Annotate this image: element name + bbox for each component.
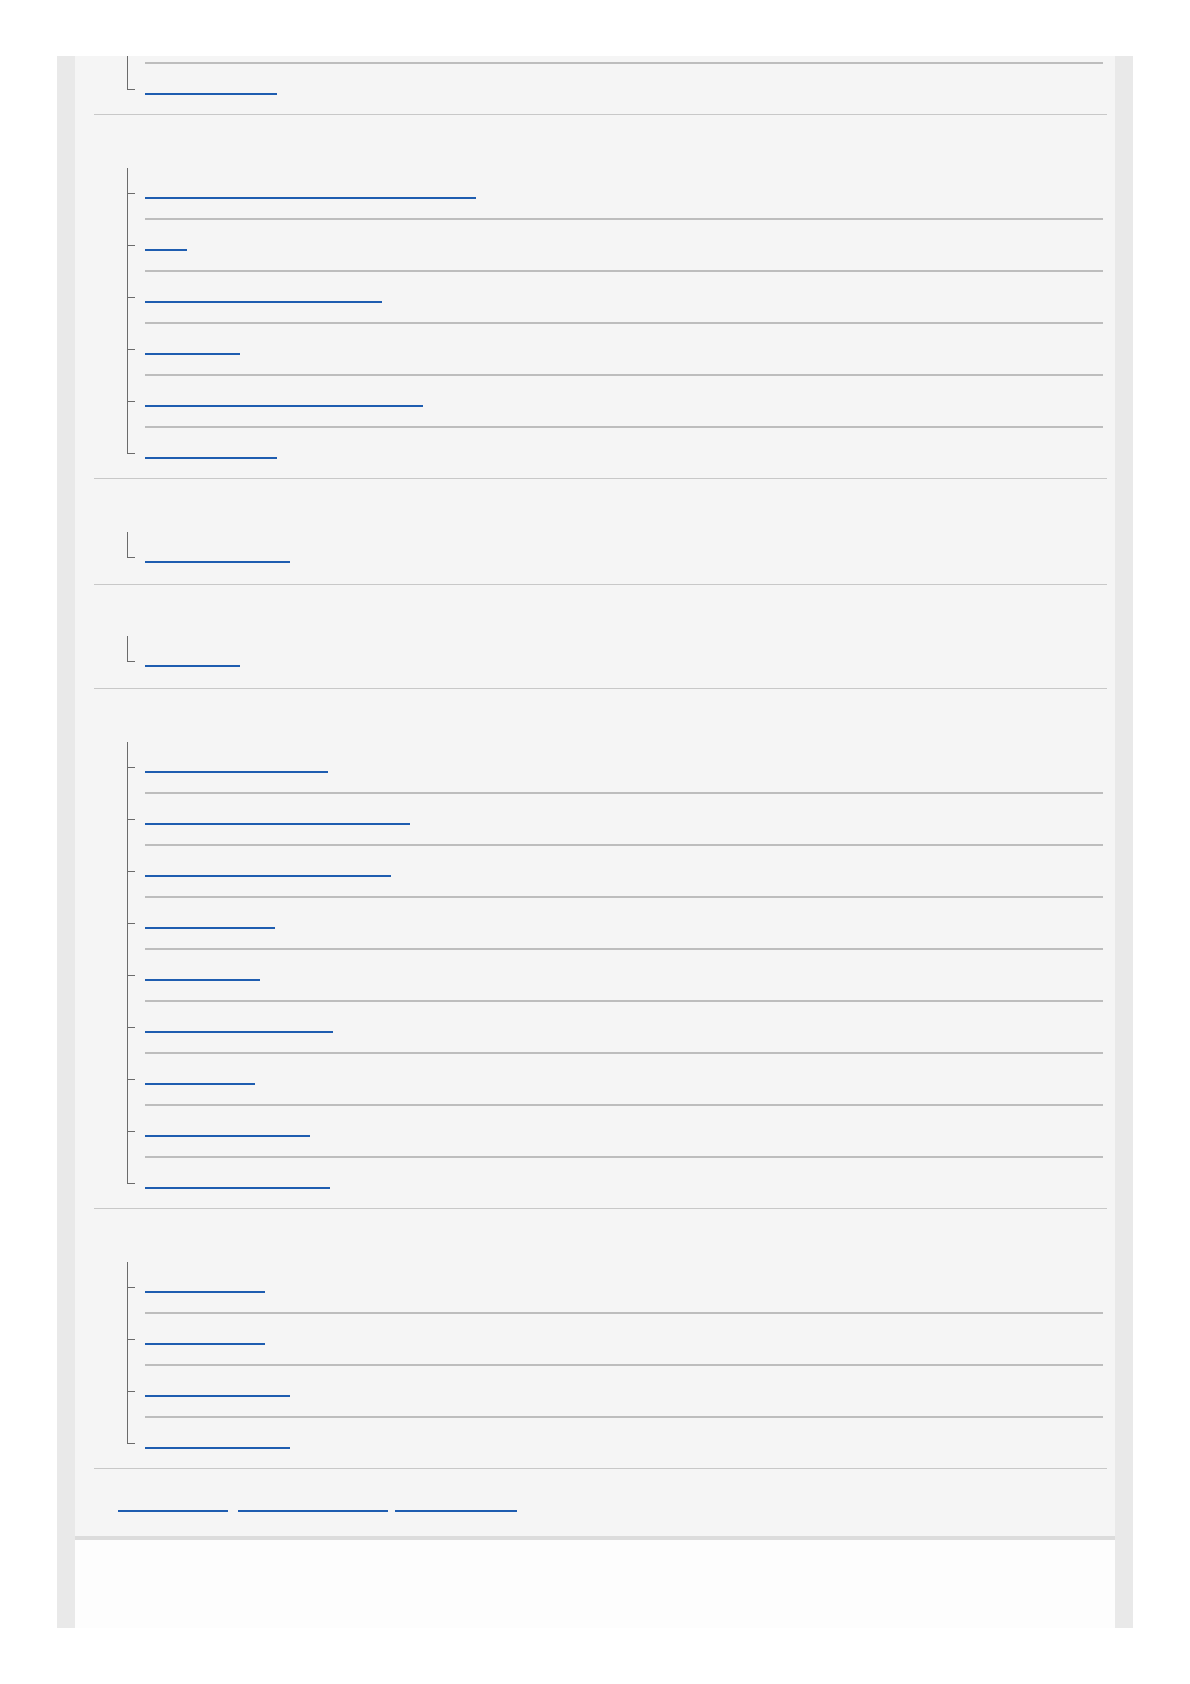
tree-tick (127, 1287, 135, 1288)
toc-item[interactable] (127, 532, 1103, 584)
tree-tick (127, 819, 135, 820)
section-separator (94, 478, 1107, 479)
toc-item[interactable] (127, 64, 1103, 116)
toc-item[interactable] (127, 1262, 1103, 1314)
toc-link-underline (145, 1031, 333, 1033)
toc-link-underline (145, 1343, 265, 1345)
toc-link-underline (145, 353, 240, 355)
toc-link-underline (145, 875, 391, 877)
toc-link-underline (145, 823, 410, 825)
toc-link-underline (145, 197, 476, 199)
toc-link-underline (145, 93, 277, 95)
tree-tick (127, 245, 135, 246)
toc-item[interactable] (127, 1366, 1103, 1418)
section-separator (94, 688, 1107, 689)
tree-corner (127, 532, 135, 558)
toc-link-underline (145, 979, 260, 981)
toc-link-underline (145, 405, 423, 407)
footer-link[interactable] (118, 1510, 228, 1512)
toc-link-underline (145, 1135, 310, 1137)
toc-link-underline (145, 301, 382, 303)
toc-item[interactable] (127, 1002, 1103, 1054)
toc-item[interactable] (127, 1054, 1103, 1106)
tree-tick (127, 767, 135, 768)
toc-item[interactable] (127, 324, 1103, 376)
toc-item[interactable] (127, 846, 1103, 898)
tree-tick (127, 193, 135, 194)
tree-corner (127, 636, 135, 662)
toc-item[interactable] (127, 376, 1103, 428)
toc-link-underline (145, 249, 187, 251)
tree-tick (127, 1391, 135, 1392)
tree-tick (127, 923, 135, 924)
toc-link-underline (145, 771, 328, 773)
toc-item[interactable] (127, 794, 1103, 846)
toc-item[interactable] (127, 428, 1103, 480)
toc-item[interactable] (127, 1418, 1103, 1470)
toc-link-underline (145, 1395, 290, 1397)
tree-corner (127, 1418, 135, 1444)
toc-item[interactable] (127, 950, 1103, 1002)
toc-item[interactable] (127, 272, 1103, 324)
toc-item[interactable] (127, 1106, 1103, 1158)
tree-tick (127, 1339, 135, 1340)
tree-tick (127, 871, 135, 872)
toc-item[interactable] (127, 742, 1103, 794)
toc-link-underline (145, 1187, 330, 1189)
tree-tick (127, 401, 135, 402)
tree-tick (127, 1079, 135, 1080)
section-separator (94, 1208, 1107, 1209)
toc-item[interactable] (127, 898, 1103, 950)
toc-item[interactable] (127, 1158, 1103, 1210)
section-separator (94, 584, 1107, 585)
footer-link[interactable] (395, 1510, 517, 1512)
tree-tick (127, 1131, 135, 1132)
toc-link-underline (145, 927, 275, 929)
toc-item[interactable] (127, 636, 1103, 688)
footer-breadcrumb (118, 1496, 618, 1516)
toc-link-underline (145, 1447, 290, 1449)
footer-link[interactable] (238, 1510, 388, 1512)
tree-corner (127, 428, 135, 454)
toc-link-underline (145, 1083, 255, 1085)
tree-tick (127, 975, 135, 976)
toc-item[interactable] (127, 220, 1103, 272)
toc-link-underline (145, 1291, 265, 1293)
toc-item[interactable] (127, 1314, 1103, 1366)
tree-tick (127, 349, 135, 350)
toc-link-underline (145, 457, 277, 459)
toc-link-underline (145, 665, 240, 667)
tree-corner (127, 1158, 135, 1184)
tree-corner (127, 64, 135, 90)
tree-tick (127, 1027, 135, 1028)
section-separator (94, 114, 1107, 115)
tree-tick (127, 297, 135, 298)
blank-area (75, 1540, 1115, 1628)
toc-link-underline (145, 561, 290, 563)
section-separator (94, 1468, 1107, 1469)
toc-item[interactable] (127, 168, 1103, 220)
